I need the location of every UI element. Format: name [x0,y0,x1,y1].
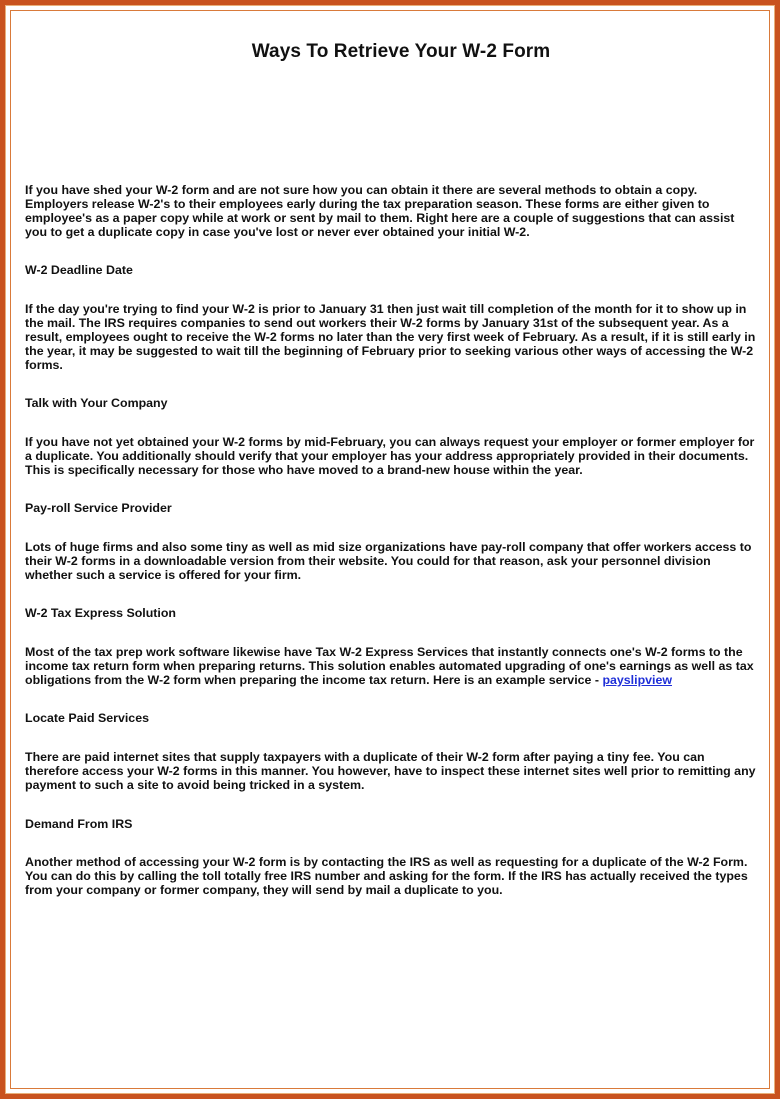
section-body-payroll: Lots of huge firms and also some tiny as well as mid size organizations have pay-roll company that offer workers access to their W-2 forms in a downloadable version from their website. You could for that reason, ask your personnel division whether such a service is offered for your firm. [25,540,752,582]
section-heading-tax-express: W-2 Tax Express Solution [25,606,176,621]
page-title: Ways To Retrieve Your W-2 Form [251,41,551,62]
page-area [10,10,770,1089]
section-heading-company: Talk with Your Company [25,396,168,411]
section-body-irs: Another method of accessing your W-2 form is by contacting the IRS as well as requesting for a duplicate of the W-2 Form. You can do this by calling the toll totally free IRS number and asking for the form. If the IRS has actually received the types from your company or former company, they will send by mail a duplicate to you. [25,855,748,898]
section-heading-payroll: Pay-roll Service Provider [25,501,172,516]
section-heading-irs: Demand From IRS [25,816,133,831]
document-body [25,184,757,898]
section-heading-deadline: W-2 Deadline Date [25,263,133,278]
section-heading-paid-services: Locate Paid Services [25,711,149,726]
section-body-tax-express [25,646,757,688]
section-body-deadline: If the day you're trying to find your W-2 is prior to January 31 then just wait till completion of the month for it to show up in the mail. The IRS requires companies to send out workers their W-2 forms by January 31st of the subsequent year. As a result, employees ought to receive the W-2 forms no later than the very first week of February. As a result, if it is still early in the year, it may be suggested to wait till the beginning of February prior to seeking various other ways of accessing the W-2 forms. [25,302,756,372]
frame-inner-border [5,5,775,1094]
intro-paragraph: If you have shed your W-2 form and are not sure how you can obtain it there are several methods to obtain a copy. Employers release W-2's to their employees early during the tax preparation season. These forms are either given to employee's as a paper copy while at work or sent by mail to them. Right here are a couple of suggestions that can assist you to get a duplicate copy in case you've lost or never ever obtained your initial W-2. [25,183,735,239]
section-body-paid-services: There are paid internet sites that supply taxpayers with a duplicate of their W-2 form after paying a tiny fee. You can therefore access your W-2 forms in this manner. You however, have to inspect these internet sites well prior to remitting any payment to such a site to avoid being tricked in a system. [25,750,756,793]
payslipview-link[interactable]: payslipview [602,673,672,688]
section-body-company: If you have not yet obtained your W-2 forms by mid-February, you can always request your employer or former employer for a duplicate. You additionally should verify that your employer has your address appropriately provided in their documents. This is specifically necessary for those who have moved to a brand-new house within the year. [25,434,755,477]
section-body-tax-express-text: Most of the tax prep work software likewise have Tax W-2 Express Services that instantly connects one's W-2 forms to the income tax return form when preparing returns. This solution enables automated upgrading of one's earnings as well as tax obligations from the W-2 form when preparing the income tax return. Here is an example service - [25,645,754,688]
